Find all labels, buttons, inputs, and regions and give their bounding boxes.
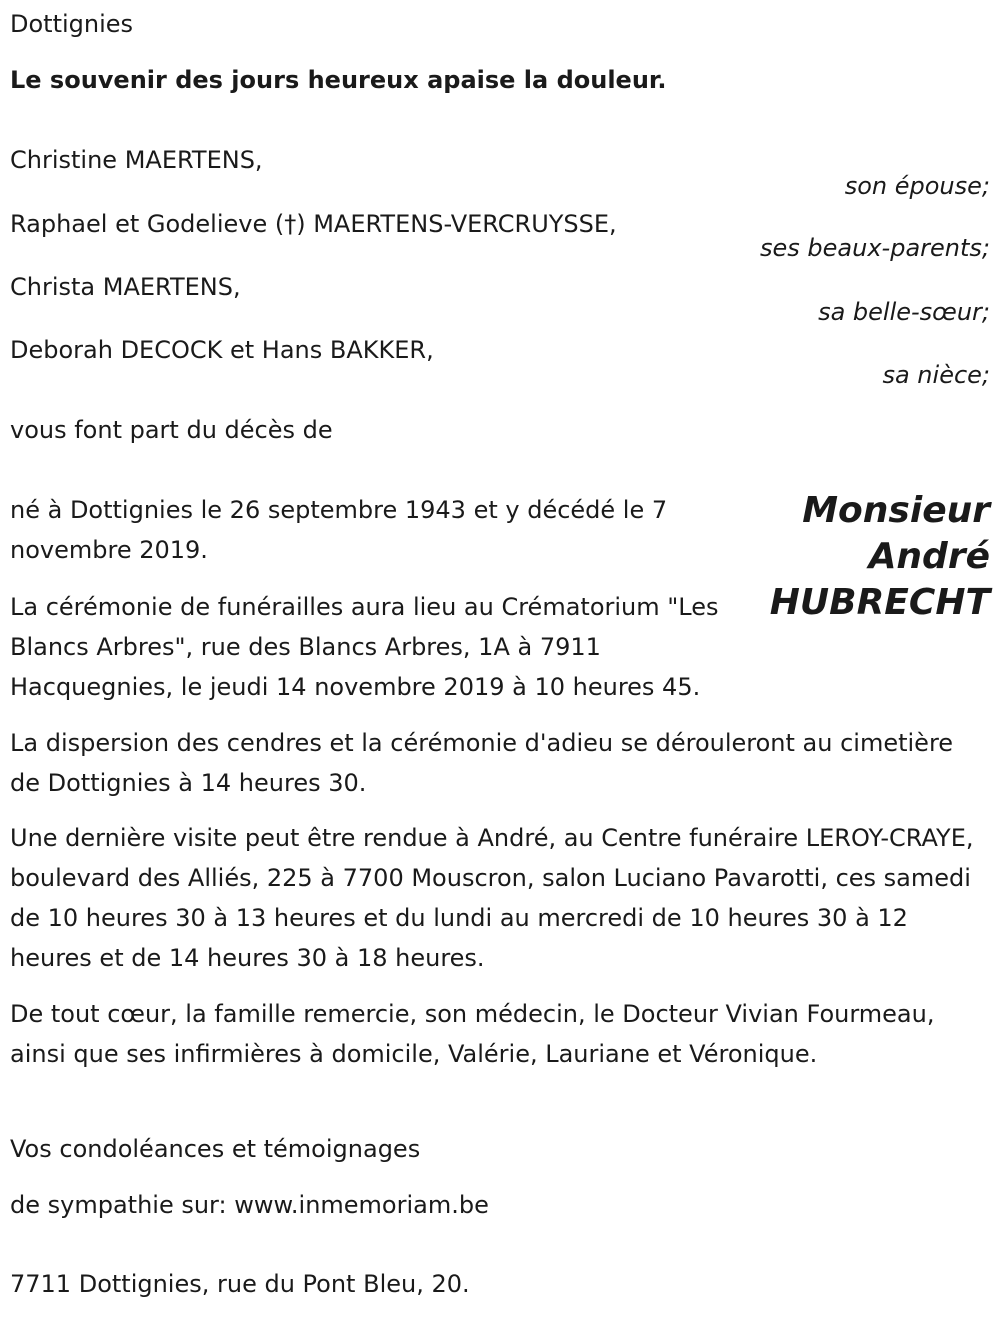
town-header: Dottignies: [10, 10, 134, 38]
deceased-first-name: André: [868, 536, 990, 577]
deceased-title: Monsieur: [802, 490, 990, 531]
visit-paragraph: Une dernière visite peut être rendue à André, au Centre funéraire LEROY-CRAYE, boulevard des Alliés, 225 à 7700 Mouscron, salon Luciano Pavarotti, ces samedi de 10 heures 30 à 13 heures et du lundi au mercredi de 10 heures 30 à 12 heures et de 14 heures 30 à 18 heures.: [10, 824, 974, 972]
family-relation-spouse: son épouse;: [844, 172, 990, 200]
family-relation-sister-in-law: sa belle-sœur;: [818, 298, 990, 326]
family-relation-parents-in-law: ses beaux-parents;: [760, 234, 990, 262]
family-name-niece: Deborah DECOCK et Hans BAKKER,: [10, 336, 434, 364]
motto: Le souvenir des jours heureux apaise la douleur.: [10, 66, 667, 94]
ceremony-paragraph: La cérémonie de funérailles aura lieu au Crématorium "Les Blancs Arbres", rue des Blancs Arbres, 1A à 7911 Hacquegnies, le jeudi 14 novembre 2019 à 10 heures 45.: [10, 593, 719, 701]
dispersion-paragraph: La dispersion des cendres et la cérémonie d'adieu se dérouleront au cimetière de Dottignies à 14 heures 30.: [10, 729, 954, 797]
condolences-line-2: de sympathie sur: www.inmemoriam.be: [10, 1191, 489, 1219]
family-name-sister-in-law: Christa MAERTENS,: [10, 273, 241, 301]
announcement: vous font part du décès de: [10, 416, 333, 444]
family-relation-niece: sa nièce;: [882, 361, 990, 389]
family-name-parents-in-law: Raphael et Godelieve (†) MAERTENS-VERCRUYSSE,: [10, 210, 617, 238]
deceased-last-name: HUBRECHT: [769, 582, 990, 623]
thanks-paragraph: De tout cœur, la famille remercie, son médecin, le Docteur Vivian Fourmeau, ainsi que ses infirmières à domicile, Valérie, Lauriane et Véronique.: [10, 1000, 935, 1068]
birth-paragraph: né à Dottignies le 26 septembre 1943 et y décédé le 7 novembre 2019.: [10, 496, 668, 564]
family-name-spouse: Christine MAERTENS,: [10, 146, 263, 174]
family-address: 7711 Dottignies, rue du Pont Bleu, 20.: [10, 1270, 470, 1298]
condolences-line-1: Vos condoléances et témoignages: [10, 1135, 421, 1163]
deceased-name-block: [770, 488, 990, 626]
